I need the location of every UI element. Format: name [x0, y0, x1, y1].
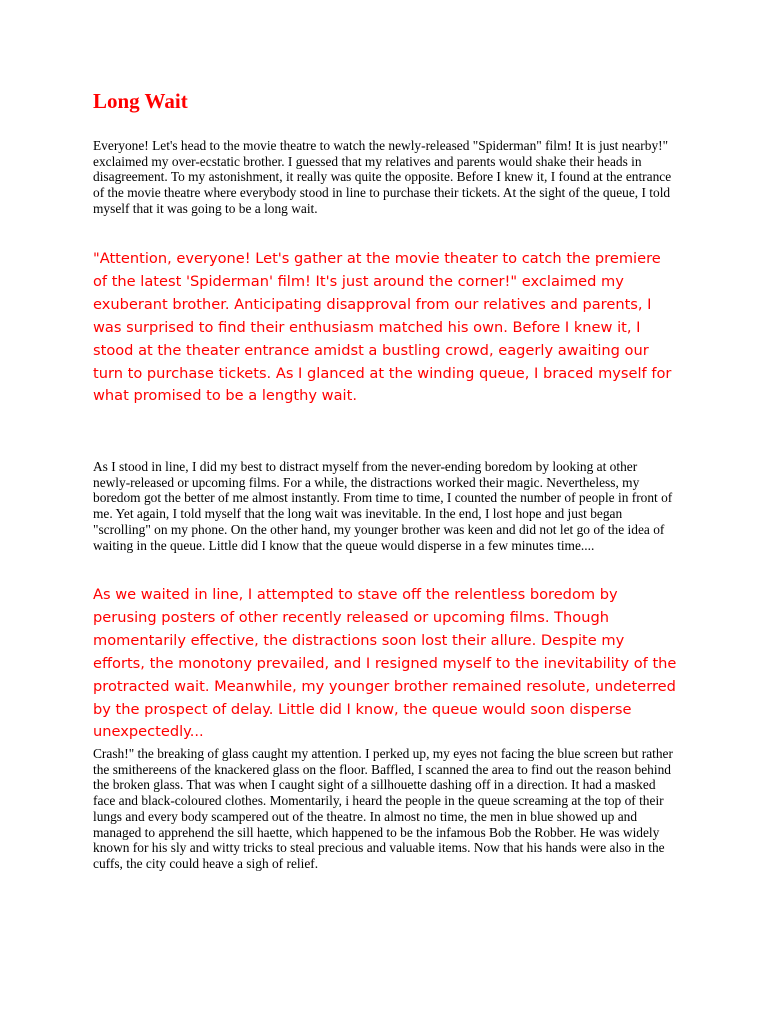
rewritten-paragraph-2: As we waited in line, I attempted to stave off the relentless boredom by perusing posters of other recently released or upcoming films. Though momentarily effective, the distractions soon lost their allure. Despite my efforts, the monotony prevailed, and I resigned myself to the inevitability of the protracted wait. Meanwhile, my younger brother remained resolute, undeterred by the prospect of delay. Little did I know, the queue would soon disperse unexpectedly... [93, 586, 677, 741]
document-title: Long Wait [93, 89, 188, 113]
original-paragraph-2: As I stood in line, I did my best to distract myself from the never-ending boredom by looking at other newly-released or upcoming films. For a while, the distractions worked their magic. Nevertheless, my boredom got the better of me almost instantly. From time to time, I counted the number of people in front of me. Yet again, I told myself that the long wait was inevitable. In the end, I lost hope and just began "scrolling" on my phone. On the other hand, my younger brother was keen and did not let go of the idea of waiting in the queue. Little did I know that the queue would disperse in a few minutes time.... [93, 459, 673, 553]
original-paragraph-1: Everyone! Let's head to the movie theatre to watch the newly-released "Spiderman" film! It is just nearby!" exclaimed my over-ecstatic brother. I guessed that my relatives and parents would shake their heads in disagreement. To my astonishment, it really was quite the opposite. Before I knew it, I found at the entrance of the movie theatre where everybody stood in line to purchase their tickets. At the sight of the queue, I told myself that it was going to be a long wait. [93, 138, 672, 216]
rewritten-paragraph-1: "Attention, everyone! Let's gather at the movie theater to catch the premiere of the latest 'Spiderman' film! It's just around the corner!" exclaimed my exuberant brother. Anticipating disapproval from our relatives and parents, I was surprised to find their enthusiasm matched his own. Before I knew it, I stood at the theater entrance amidst a bustling crowd, eagerly awaiting our turn to purchase tickets. As I glanced at the winding queue, I braced myself for what promised to be a lengthy wait. [93, 250, 672, 405]
original-paragraph-3: Crash!" the breaking of glass caught my attention. I perked up, my eyes not facing the blue screen but rather the smithereens of the knackered glass on the floor. Baffled, I scanned the area to find out the reason behind the broken glass. That was when I caught sight of a sillhouette dashing off in a direction. It had a masked face and black-coloured clothes. Momentarily, i heard the people in the queue screaming at the top of their lungs and every body scampered out of the theatre. In almost no time, the men in blue showed up and managed to apprehend the sill haette, which happened to be the infamous Bob the Robber. He was widely known for his sly and witty tricks to steal precious and valuable items. Now that his hands were also in the cuffs, the city could heave a sigh of relief. [93, 746, 673, 871]
